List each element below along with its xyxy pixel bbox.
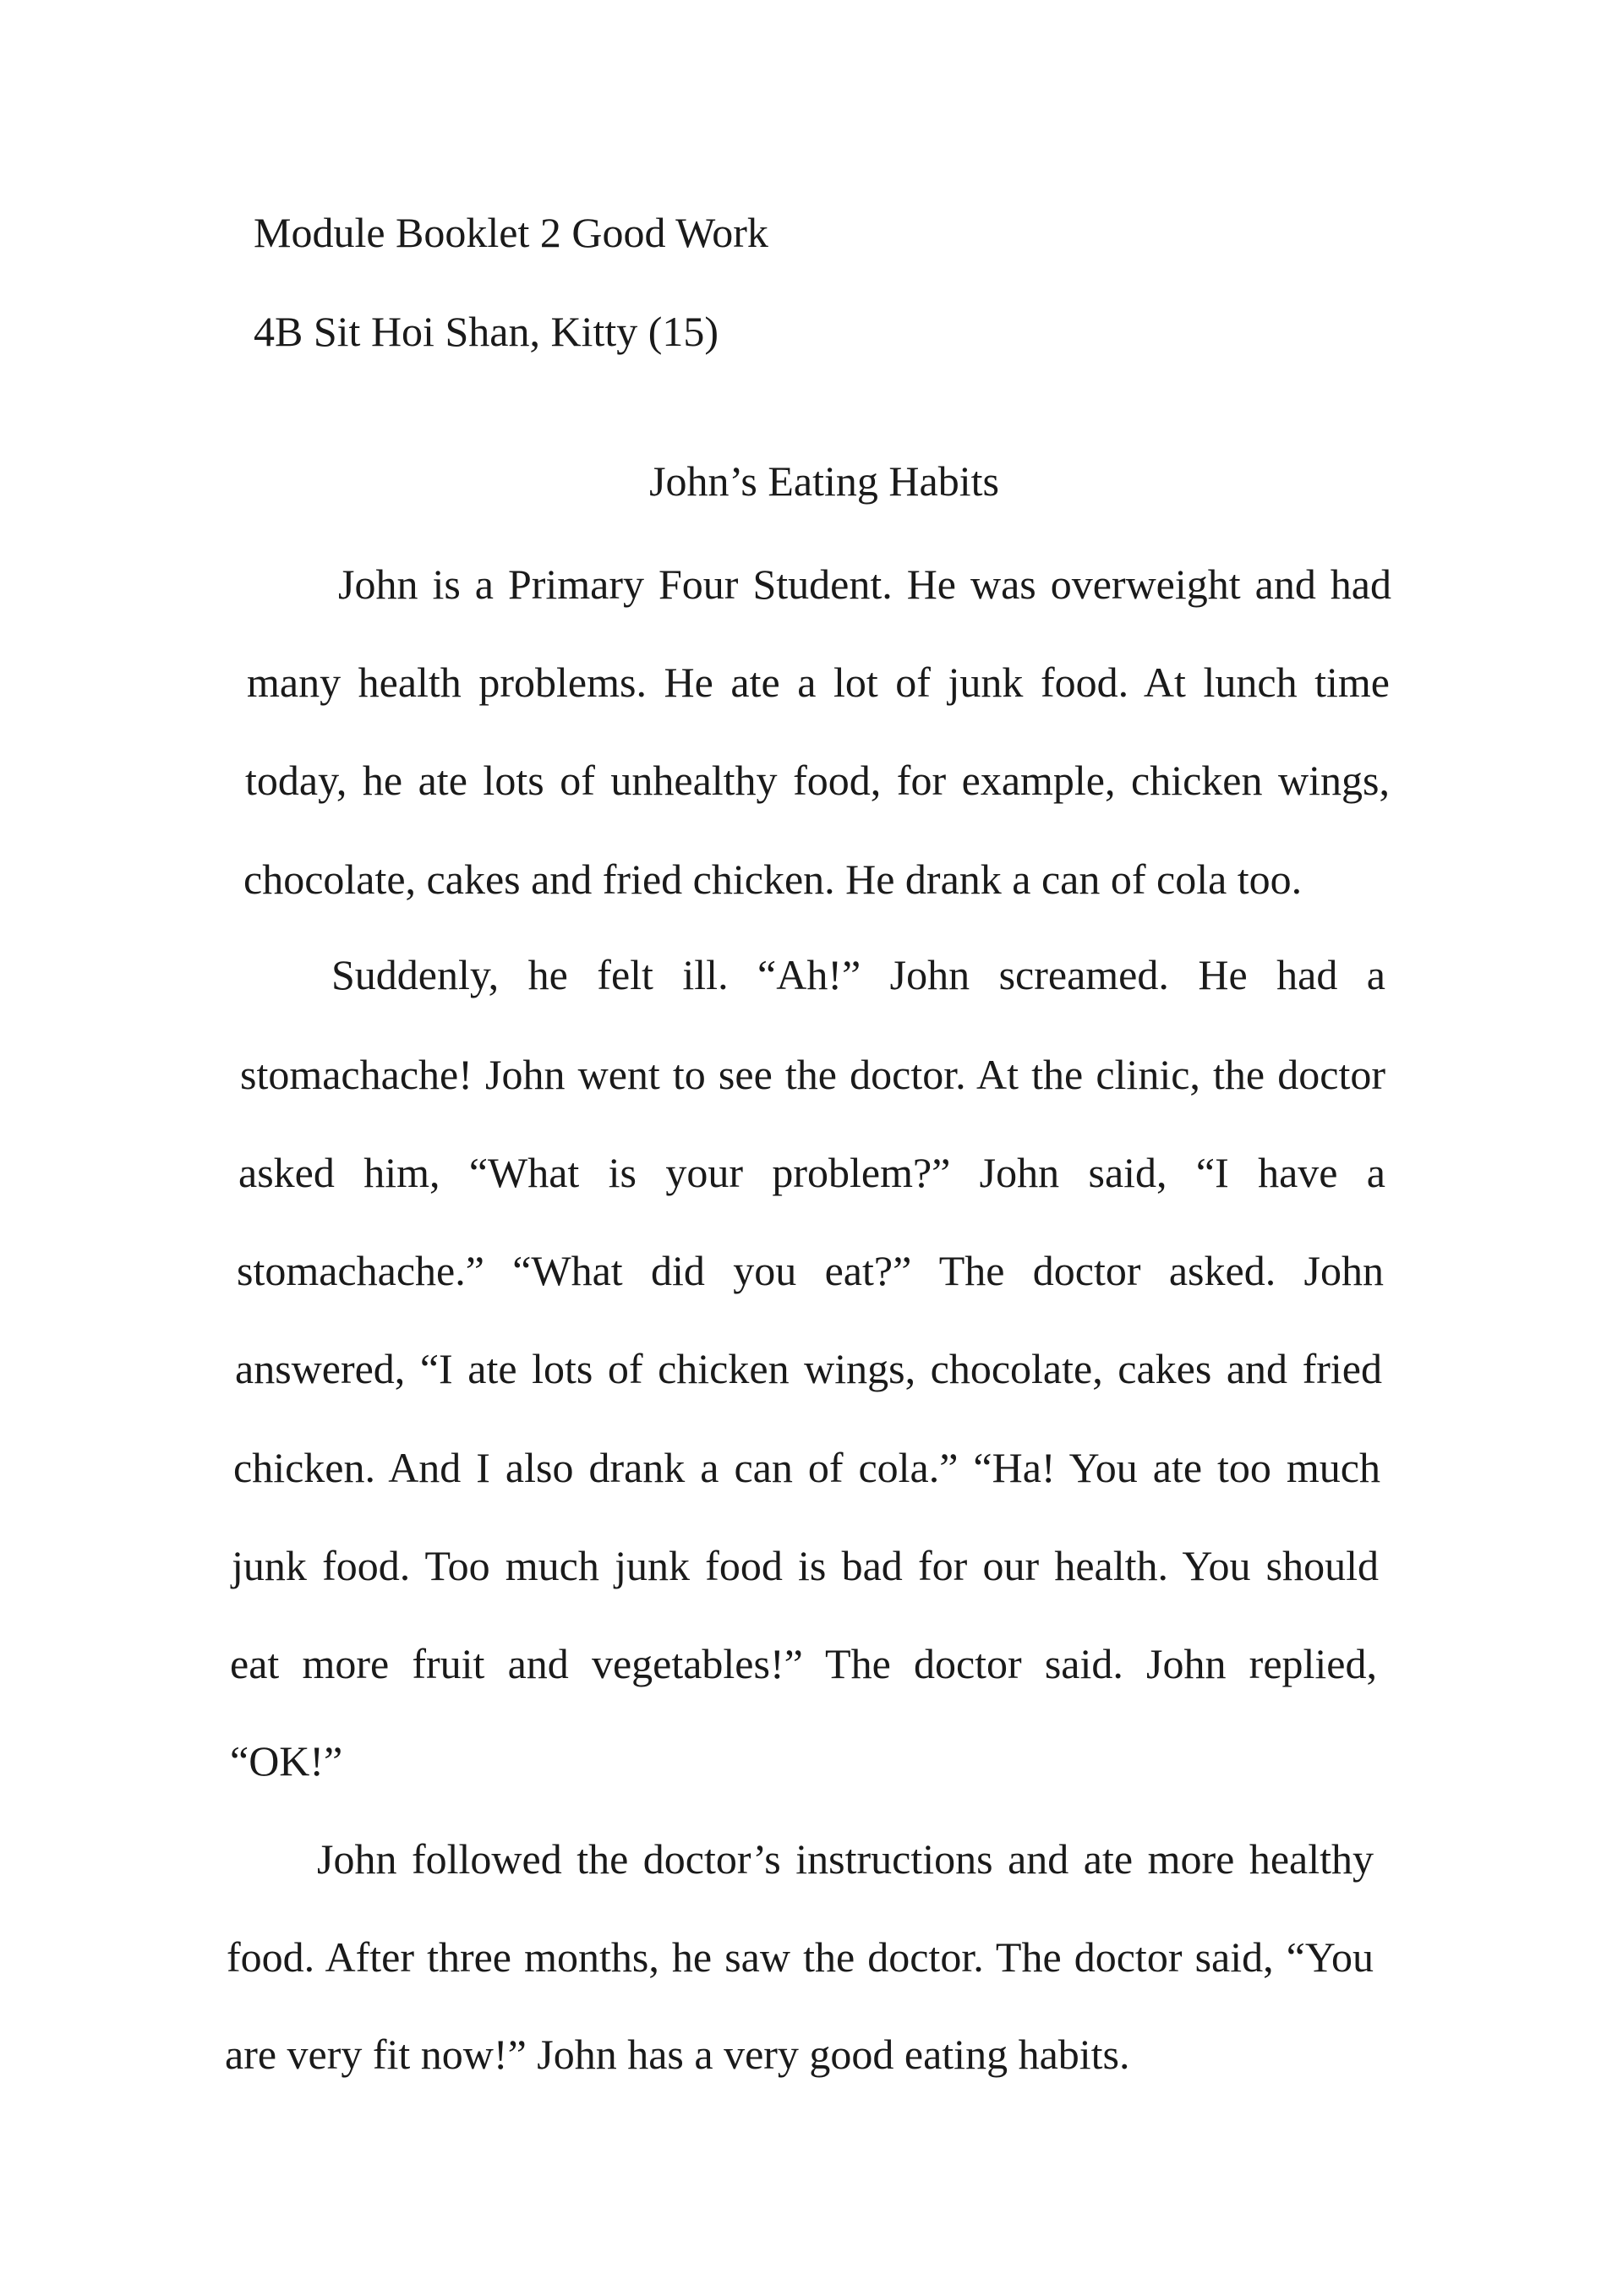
text-line: John followed the doctor’s instructions and ate more healthy xyxy=(317,1835,1374,1883)
text-line: stomachache! John went to see the doctor. At the clinic, the doctor xyxy=(240,1051,1385,1098)
text-line: are very fit now!” John has a very good eating habits. xyxy=(225,2031,1130,2078)
student-name-line: 4B Sit Hoi Shan, Kitty (15) xyxy=(254,308,719,355)
text-line: today, he ate lots of unhealthy food, for example, chicken wings, xyxy=(245,757,1390,804)
text-line: stomachache.” “What did you eat?” The doctor asked. John xyxy=(237,1247,1384,1294)
text-line: Suddenly, he felt ill. “Ah!” John screamed. He had a xyxy=(331,951,1385,998)
text-line: “OK!” xyxy=(230,1737,343,1785)
text-line: eat more fruit and vegetables!” The doctor said. John replied, xyxy=(230,1640,1377,1687)
text-line: chicken. And I also drank a can of cola.” “Ha! You ate too much xyxy=(233,1444,1380,1491)
text-line: answered, “I ate lots of chicken wings, chocolate, cakes and fried xyxy=(235,1345,1382,1392)
module-heading: Module Booklet 2 Good Work xyxy=(254,209,768,256)
text-line: John is a Primary Four Student. He was overweight and had xyxy=(338,560,1391,608)
text-line: chocolate, cakes and fried chicken. He drank a can of cola too. xyxy=(243,856,1303,903)
text-line: junk food. Too much junk food is bad for our health. You should xyxy=(232,1542,1379,1589)
text-line: many health problems. He ate a lot of junk food. At lunch time xyxy=(247,659,1390,706)
essay-title: John’s Eating Habits xyxy=(649,457,999,505)
text-line: food. After three months, he saw the doctor. The doctor said, “You xyxy=(227,1933,1374,1981)
text-line: asked him, “What is your problem?” John said, “I have a xyxy=(238,1149,1385,1196)
